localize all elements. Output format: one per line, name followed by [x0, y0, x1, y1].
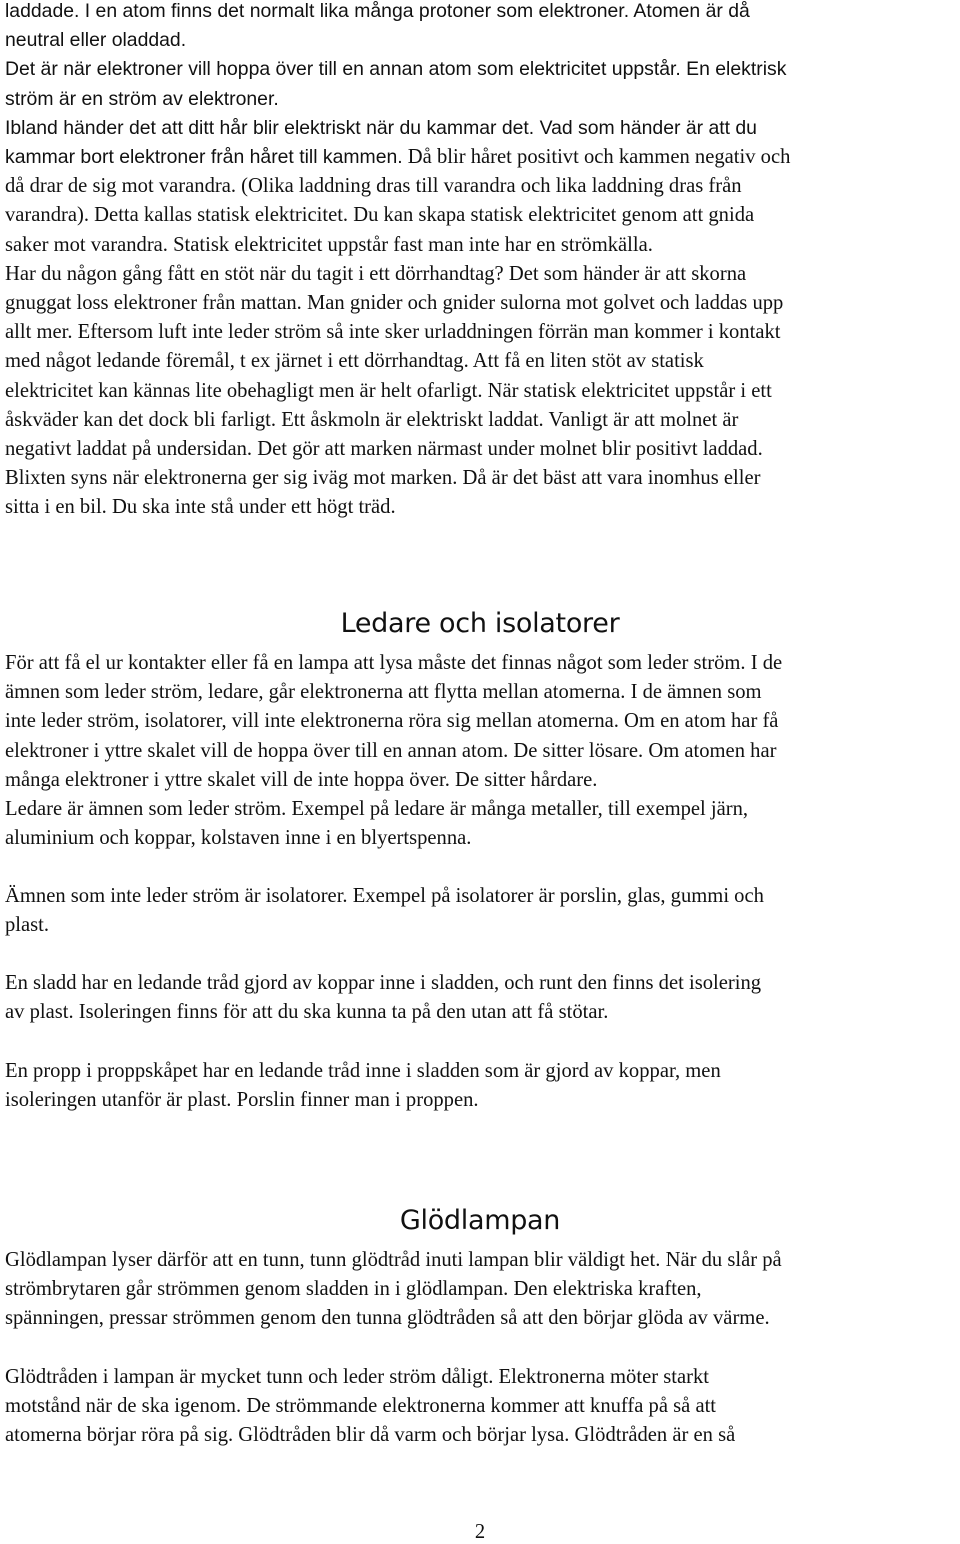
text-line: saker mot varandra. Statisk elektricitet uppstår fast man inte har en strömkälla. — [5, 233, 653, 256]
text-line: isoleringen utanför är plast. Porslin finner man i proppen. — [5, 1089, 479, 1112]
text-line: Har du någon gång fått en stöt när du tagit i ett dörrhandtag? Det som händer är att skorna — [5, 262, 747, 285]
page-number: 2 — [474, 1521, 486, 1543]
text-line-part: Då blir håret positivt och kammen negativ och — [402, 146, 791, 169]
text-line: ström är en ström av elektroner. — [5, 87, 279, 110]
text-line-part: kammar bort elektroner från håret till kammen. — [5, 146, 403, 169]
text-line: En sladd har en ledande tråd gjord av koppar inne i sladden, och runt den finns det isolering — [5, 972, 762, 994]
text-line: Ibland händer det att ditt hår blir elektriskt när du kammar det. Vad som händer är att du — [5, 116, 757, 139]
text-line: För att få el ur kontakter eller få en lampa att lysa måste det finnas något som leder ström. I de — [5, 652, 783, 674]
text-line: motstånd när de ska igenom. De strömmande elektronerna kommer att knuffa på så att — [5, 1395, 717, 1418]
text-line: Det är när elektroner vill hoppa över till en annan atom som elektricitet uppstår. En elektrisk — [5, 58, 787, 81]
text-line: strömbrytaren går strömmen genom sladden in i glödlampan. Den elektriska kraften, — [5, 1278, 702, 1301]
text-line: gnuggat loss elektroner från mattan. Man gnider och gnider sulorna mot golvet och laddas upp — [5, 292, 784, 315]
text-line — [5, 143, 958, 172]
text-line: med något ledande föremål, t ex järnet i ett dörrhandtag. Att få en liten stöt av statisk — [5, 350, 704, 373]
text-line: Glödlampan lyser därför att en tunn, tunn glödtråd inuti lampan blir väldigt het. När du slår på — [5, 1249, 782, 1271]
section1-paragraph-4 — [5, 1057, 958, 1115]
text-line: negativt laddat på undersidan. Det gör att marken närmast under molnet blir positivt laddad. — [5, 438, 763, 461]
text-line: Ledare är ämnen som leder ström. Exempel på ledare är många metaller, till exempel järn, — [5, 798, 749, 821]
text-line: Blixten syns när elektronerna ger sig iväg mot marken. Då är det bäst att vara inomhus eller — [5, 467, 761, 490]
text-line: plast. — [5, 914, 50, 937]
text-line: elektroner i yttre skalet vill de hoppa över till en annan atom. De sitter lösare. Om atomen har — [5, 739, 777, 762]
text-line: inte leder ström, isolatorer, vill inte elektronerna röra sig mellan atomerna. Om en atom har få — [5, 710, 779, 733]
text-line: atomerna börjar röra på sig. Glödtråden blir då varm och börjar lysa. Glödtråden är en så — [5, 1424, 736, 1447]
text-line: åskväder kan det dock bli farligt. Ett åskmoln är elektriskt laddat. Vanligt är att molnet är — [5, 408, 739, 431]
text-line: Ämnen som inte leder ström är isolatorer. Exempel på isolatorer är porslin, glas, gummi och — [5, 885, 764, 907]
section2-paragraph-1 — [5, 1246, 958, 1334]
section2-paragraph-2 — [5, 1363, 958, 1451]
text-line: elektricitet kan kännas lite obehagligt men är helt ofarligt. När statisk elektricitet uppstår i ett — [5, 379, 772, 402]
text-line: neutral eller oladdad. — [5, 29, 187, 52]
text-line: ämnen som leder ström, ledare, går elektronerna att flytta mellan atomerna. I de ämnen som — [5, 681, 762, 704]
section1-paragraph-1 — [5, 649, 958, 853]
section1-paragraph-3 — [5, 969, 958, 1027]
text-line: En propp i proppskåpet har en ledande tråd inne i sladden som är gjord av koppar, men — [5, 1060, 721, 1082]
section-heading-glodlampan: Glödlampan — [399, 1205, 561, 1236]
text-line: av plast. Isoleringen finns för att du ska kunna ta på den utan att få stötar. — [5, 1001, 609, 1024]
text-line: då drar de sig mot varandra. (Olika laddning dras till varandra och lika laddning dras från — [5, 175, 742, 198]
text-line: aluminium och koppar, kolstaven inne i en blyertspenna. — [5, 827, 472, 850]
text-line: spänningen, pressar strömmen genom den tunna glödtråden så att den börjar glöda av värme. — [5, 1307, 770, 1330]
text-line: allt mer. Eftersom luft inte leder ström så inte sker urladdningen förrän man kommer i kontakt — [5, 321, 781, 344]
text-line: många elektroner i yttre skalet vill de inte hoppa över. De sitter hårdare. — [5, 768, 598, 791]
text-line: laddade. I en atom finns det normalt lika många protoner som elektroner. Atomen är då — [5, 0, 750, 22]
section1-paragraph-2 — [5, 882, 958, 940]
text-line: varandra). Detta kallas statisk elektricitet. Du kan skapa statisk elektricitet genom att gnida — [5, 204, 755, 227]
text-line: sitta i en bil. Du ska inte stå under ett högt träd. — [5, 496, 396, 519]
section-heading-ledare: Ledare och isolatorer — [340, 608, 620, 639]
intro-paragraph — [5, 0, 958, 523]
text-line: Glödtråden i lampan är mycket tunn och leder ström dåligt. Elektronerna möter starkt — [5, 1366, 709, 1388]
